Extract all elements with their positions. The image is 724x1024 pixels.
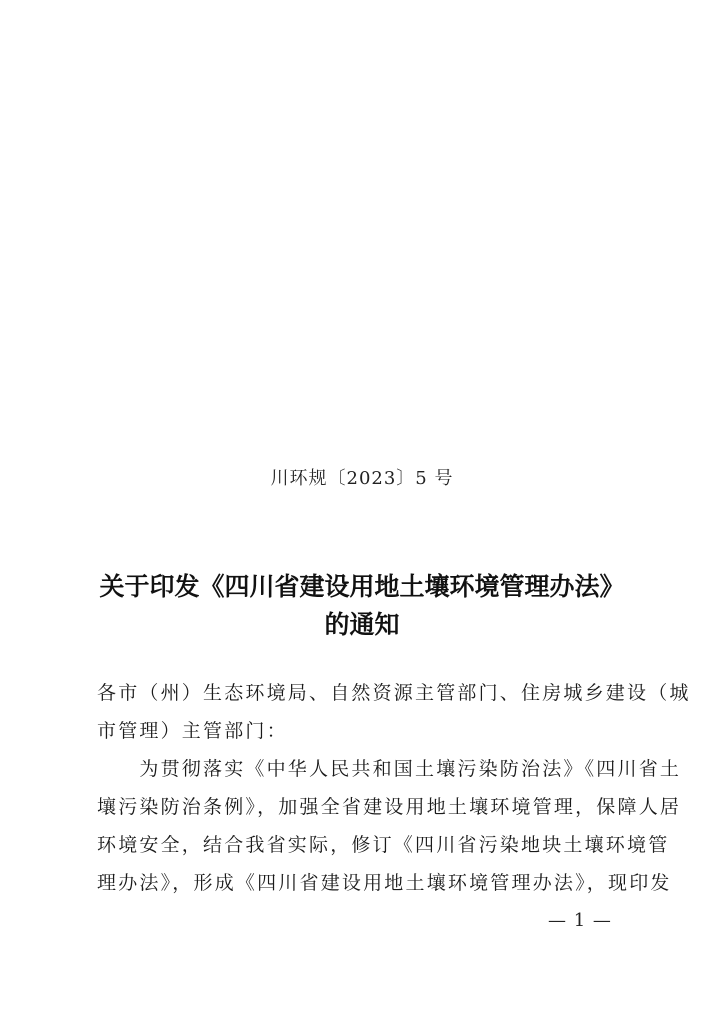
addressee-line-1: 各市（州）生态环境局、自然资源主管部门、住房城乡建设（城 [97, 682, 691, 704]
document-number: 川环规〔2023〕5 号 [270, 468, 454, 489]
body-paragraph-line-1: 为贯彻落实《中华人民共和国土壤污染防治法》《四川省土 [97, 758, 682, 780]
document-title-line-2: 的通知 [324, 610, 400, 639]
body-paragraph-line-2: 壤污染防治条例》，加强全省建设用地土壤环境管理，保障人居 [97, 796, 682, 818]
addressee-line-2: 市管理）主管部门： [97, 720, 288, 742]
body-paragraph-line-4: 理办法》，形成《四川省建设用地土壤环境管理办法》，现印发 [97, 872, 672, 894]
page-number: — 1 — [548, 910, 612, 931]
body-paragraph-line-3: 环境安全，结合我省实际，修订《四川省污染地块土壤环境管 [97, 834, 670, 856]
document-title-line-1: 关于印发《四川省建设用地土壤环境管理办法》 [99, 572, 625, 601]
